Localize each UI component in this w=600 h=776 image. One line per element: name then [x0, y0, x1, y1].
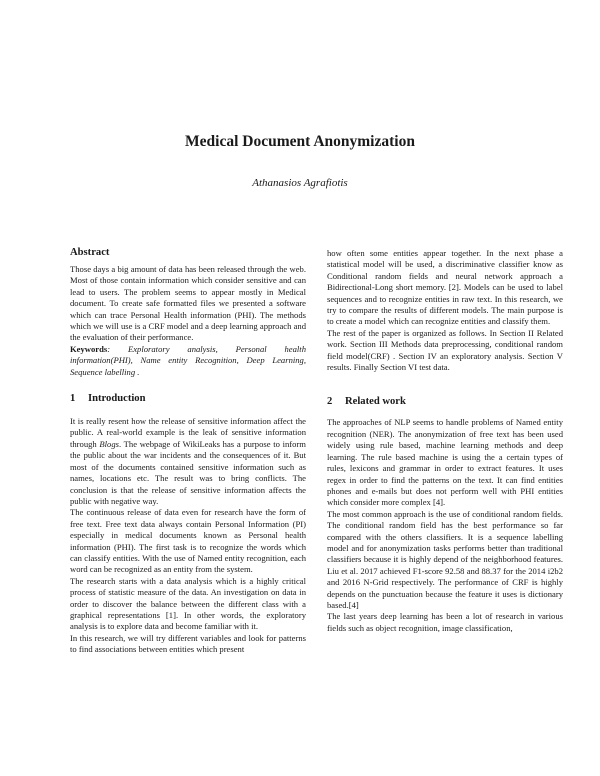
- section-title: Introduction: [88, 393, 146, 405]
- intro-paragraph-4: In this research, we will try different variables and look for patterns to find associations between entities which present: [70, 632, 306, 655]
- left-column: [70, 246, 306, 656]
- section-heading-introduction: [70, 392, 306, 406]
- section-number: 2: [327, 396, 333, 408]
- intro-emphasis: Blogs: [99, 438, 119, 449]
- intro-paragraph-3: The research starts with a data analysis which is a highly critical process of statistic measure of the data. An investigation on data in order to discover the balance between the different class with a graphical representations [1]. In other words, the exploratory analysis is to explore data and become familiar with it.: [70, 575, 306, 632]
- intro-paragraph-2: The continuous release of data even for research have the form of free text. Free text data always contain Personal Information (PI) especially in medical documents known as Personal health information (PHI). The first task is to recognize the words which can classify entities. With the use of Named entity recognition, each word can be recognized as an entity from the system.: [70, 507, 306, 575]
- paper-organization-paragraph: The rest of the paper is organized as follows. In Section II Related work. Section III Methods data preprocessing, conditional random field model(CRF) . Section IV an exploratory analysis. Section V results. Finally Section VI test data.: [327, 327, 563, 373]
- keywords-label: Keywords: [70, 343, 108, 354]
- related-paragraph-3: The last years deep learning has been a lot of research in various fields such as object recognition, image classification,: [327, 611, 563, 633]
- abstract-heading: Abstract: [70, 247, 110, 258]
- section-title: Related work: [345, 396, 406, 408]
- paper-title: Medical Document Anonymization: [185, 133, 415, 150]
- related-paragraph-1: The approaches of NLP seems to handle problems of Named entity recognition (NER). The anonymization of free text has been used widely using rule based, machine learning methods and deep learning. The rule based machine is using the a certain types of rules, lexicons and grammar in order to extract features. It uses regex in order to find the patterns on the text. It can find entities phones and e-mails but does not perform well with PHI entities which consider more complex [4].: [327, 417, 563, 508]
- intro-text: . The webpage of WikiLeaks has a purpose to inform the public about the war incidents and the consequences of it. But most of the documents contained sensitive information such as names, locations etc. The result was to bring conflicts. The conclusion is that the release of sensitive information affects the public with negative way.: [70, 438, 306, 506]
- intro-text: It is really resent how the release of sensitive information affect the public. A real-world example is the leak of sensitive information through: [70, 416, 306, 449]
- section-heading-related-work: [327, 395, 563, 409]
- intro-paragraph-1: [70, 416, 306, 507]
- related-paragraph-2: The most common approach is the use of conditional random fields. The conditional random field has the best performance so far compared with the others classifiers. It is a sequence labelling model and for anonymization tasks performs better than traditional classifiers because it is highly depend of the neighborhood features. Liu et al. 2017 achieved F1-score 92.58 and 88.37 for the 2014 i2b2 and 2016 N-Grid respectively. The performance of CRF is highly depends on the punctuation because the feature it uses is dictionary based.[4]: [327, 508, 563, 610]
- keywords-list: : Exploratory analysis, Personal health information(PHI), Name entity Recognition, Deep Learning, Sequence labelling .: [70, 343, 306, 377]
- keywords: [70, 344, 306, 378]
- section-number: 1: [70, 393, 76, 405]
- author-name: Athanasios Agrafiotis: [252, 177, 348, 189]
- right-column: [327, 248, 563, 634]
- abstract-body: Those days a big amount of data has been released through the web. Most of those contain information which consider sensitive and can lead to users. The problem seems to appear mostly in Medical document. To create safe formatted files we presented a software which can trace Personal Health information (PHI). The methods which we will use is a CRF model and a deep learning approach and the evaluation of their performance.: [70, 264, 306, 343]
- intro-continued-paragraph: how often some entities appear together. In the next phase a statistical model will be used, a discriminative classifier know as Conditional random fields and neural network approach a Bidirectional-Long short memory. [2]. Models can be used to label sequences and to recognize entities in raw text. In this research, we try to compare the results of different models. The main purpose is to create a model which can recognize entities and classify them.: [327, 248, 563, 327]
